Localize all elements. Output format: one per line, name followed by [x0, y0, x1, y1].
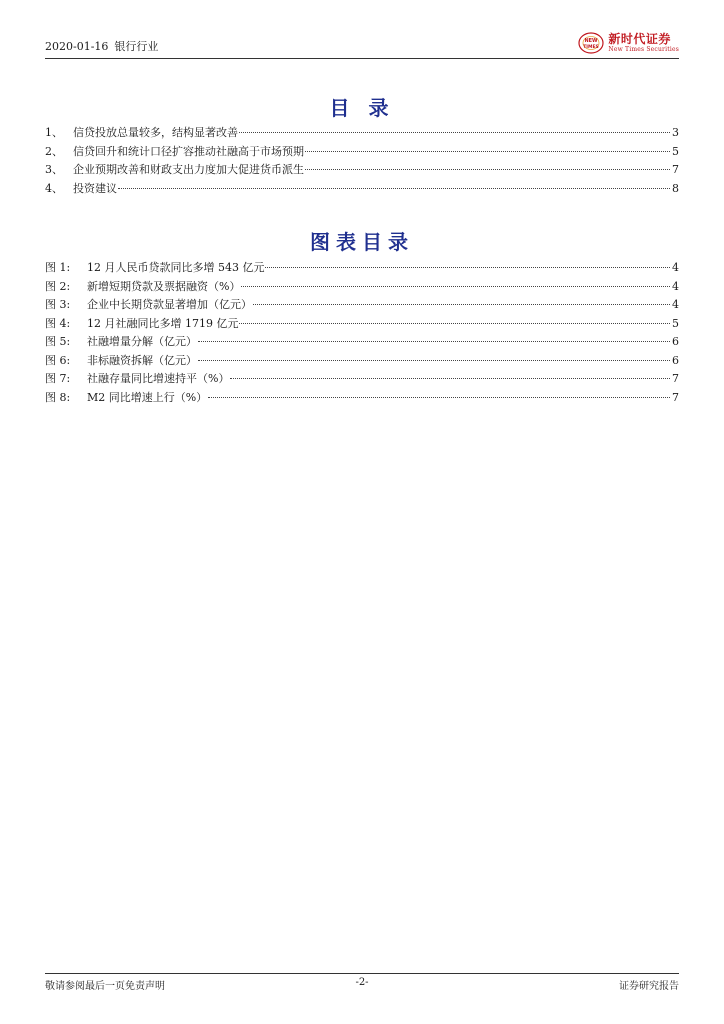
figure-item-page: 7	[672, 372, 679, 385]
toc-title: 目 录	[329, 96, 395, 120]
figure-item-label: 12 月社融同比多增 1719 亿元	[87, 316, 239, 330]
page-number: -2-	[355, 977, 369, 988]
dot-leader	[241, 286, 670, 287]
company-logo	[578, 30, 679, 56]
new-times-logo-icon	[578, 32, 604, 54]
toc-item-number: 1、	[45, 126, 63, 139]
toc-item-number: 2、	[45, 144, 63, 158]
figure-item[interactable]	[45, 315, 679, 334]
figure-item-number: 图 3:	[45, 298, 71, 311]
dot-leader	[253, 304, 670, 305]
figure-item-number: 图 8:	[45, 390, 71, 404]
figure-item-number: 图 5:	[45, 335, 71, 348]
figure-item-number: 图 7:	[45, 372, 71, 385]
toc-item[interactable]	[45, 124, 679, 143]
figure-item-label: 社融存量同比增速持平（%）	[87, 372, 230, 385]
footer-divider	[45, 973, 679, 974]
dot-leader	[230, 378, 670, 379]
figure-item-page: 6	[672, 335, 679, 348]
figure-item-label: M2 同比增速上行（%）	[87, 390, 208, 404]
figure-item-label: 12 月人民币贷款同比多增 543 亿元	[87, 261, 265, 274]
figure-item-number: 图 4:	[45, 316, 71, 330]
figure-item-label: 非标融资拆解（亿元）	[87, 353, 197, 367]
toc-item-page: 5	[672, 144, 679, 158]
figure-item-page: 4	[672, 298, 679, 311]
figure-item-page: 7	[672, 390, 679, 404]
figure-item[interactable]	[45, 389, 679, 408]
dot-leader	[265, 267, 670, 268]
industry-label: 银行行业	[114, 40, 159, 53]
toc-item-label: 信贷回升和统计口径扩容推动社融高于市场预期	[73, 144, 304, 158]
toc-item[interactable]	[45, 143, 679, 162]
dot-leader	[239, 323, 670, 324]
figure-item-page: 5	[672, 316, 679, 330]
toc-item-label: 投资建议	[73, 181, 117, 195]
figure-item[interactable]	[45, 352, 679, 371]
figure-list	[45, 259, 679, 407]
toc-item[interactable]	[45, 161, 679, 180]
dot-leader	[198, 341, 670, 342]
figure-item[interactable]	[45, 278, 679, 297]
figure-item-label: 新增短期贷款及票据融资（%）	[87, 279, 241, 293]
toc-item-number: 3、	[45, 163, 63, 176]
toc-list	[45, 124, 679, 198]
toc-item-label: 信贷投放总量较多，结构显著改善	[73, 126, 238, 139]
figure-item-label: 企业中长期贷款显著增加（亿元）	[87, 298, 252, 311]
toc-item-page: 8	[672, 181, 679, 195]
figure-item-page: 6	[672, 353, 679, 367]
toc-item-label: 企业预期改善和财政支出力度加大促进货币派生	[73, 163, 304, 176]
report-date: 2020-01-16	[45, 40, 109, 53]
dot-leader	[305, 151, 670, 152]
figure-item[interactable]	[45, 296, 679, 315]
page-footer	[45, 977, 679, 991]
logo-en-text: New Times Securities	[608, 46, 679, 53]
dot-leader	[305, 169, 670, 170]
figure-item-page: 4	[672, 261, 679, 274]
disclaimer-note: 敬请参阅最后一页免责声明	[45, 981, 165, 992]
dot-leader	[208, 397, 670, 398]
figure-item-number: 图 2:	[45, 279, 71, 293]
header-meta	[45, 38, 158, 54]
toc-item[interactable]	[45, 180, 679, 199]
dot-leader	[198, 360, 670, 361]
toc-item-page: 7	[672, 163, 679, 176]
toc-item-number: 4、	[45, 181, 63, 195]
figure-item-number: 图 1:	[45, 261, 71, 274]
page-header	[45, 30, 679, 58]
figure-list-title: 图表目录	[310, 230, 414, 254]
header-divider	[45, 58, 679, 59]
svg-text:NEW: NEW	[584, 38, 598, 44]
figure-item[interactable]	[45, 333, 679, 352]
figure-item[interactable]	[45, 259, 679, 278]
figure-item-number: 图 6:	[45, 353, 71, 367]
figure-item-label: 社融增量分解（亿元）	[87, 335, 197, 348]
report-type: 证券研究报告	[619, 981, 679, 992]
logo-cn-text: 新时代证券	[608, 32, 671, 46]
figure-item[interactable]	[45, 370, 679, 389]
dot-leader	[239, 132, 670, 133]
figure-item-page: 4	[672, 279, 679, 293]
svg-text:TIMES: TIMES	[583, 45, 600, 50]
toc-item-page: 3	[672, 126, 679, 139]
dot-leader	[118, 188, 670, 189]
